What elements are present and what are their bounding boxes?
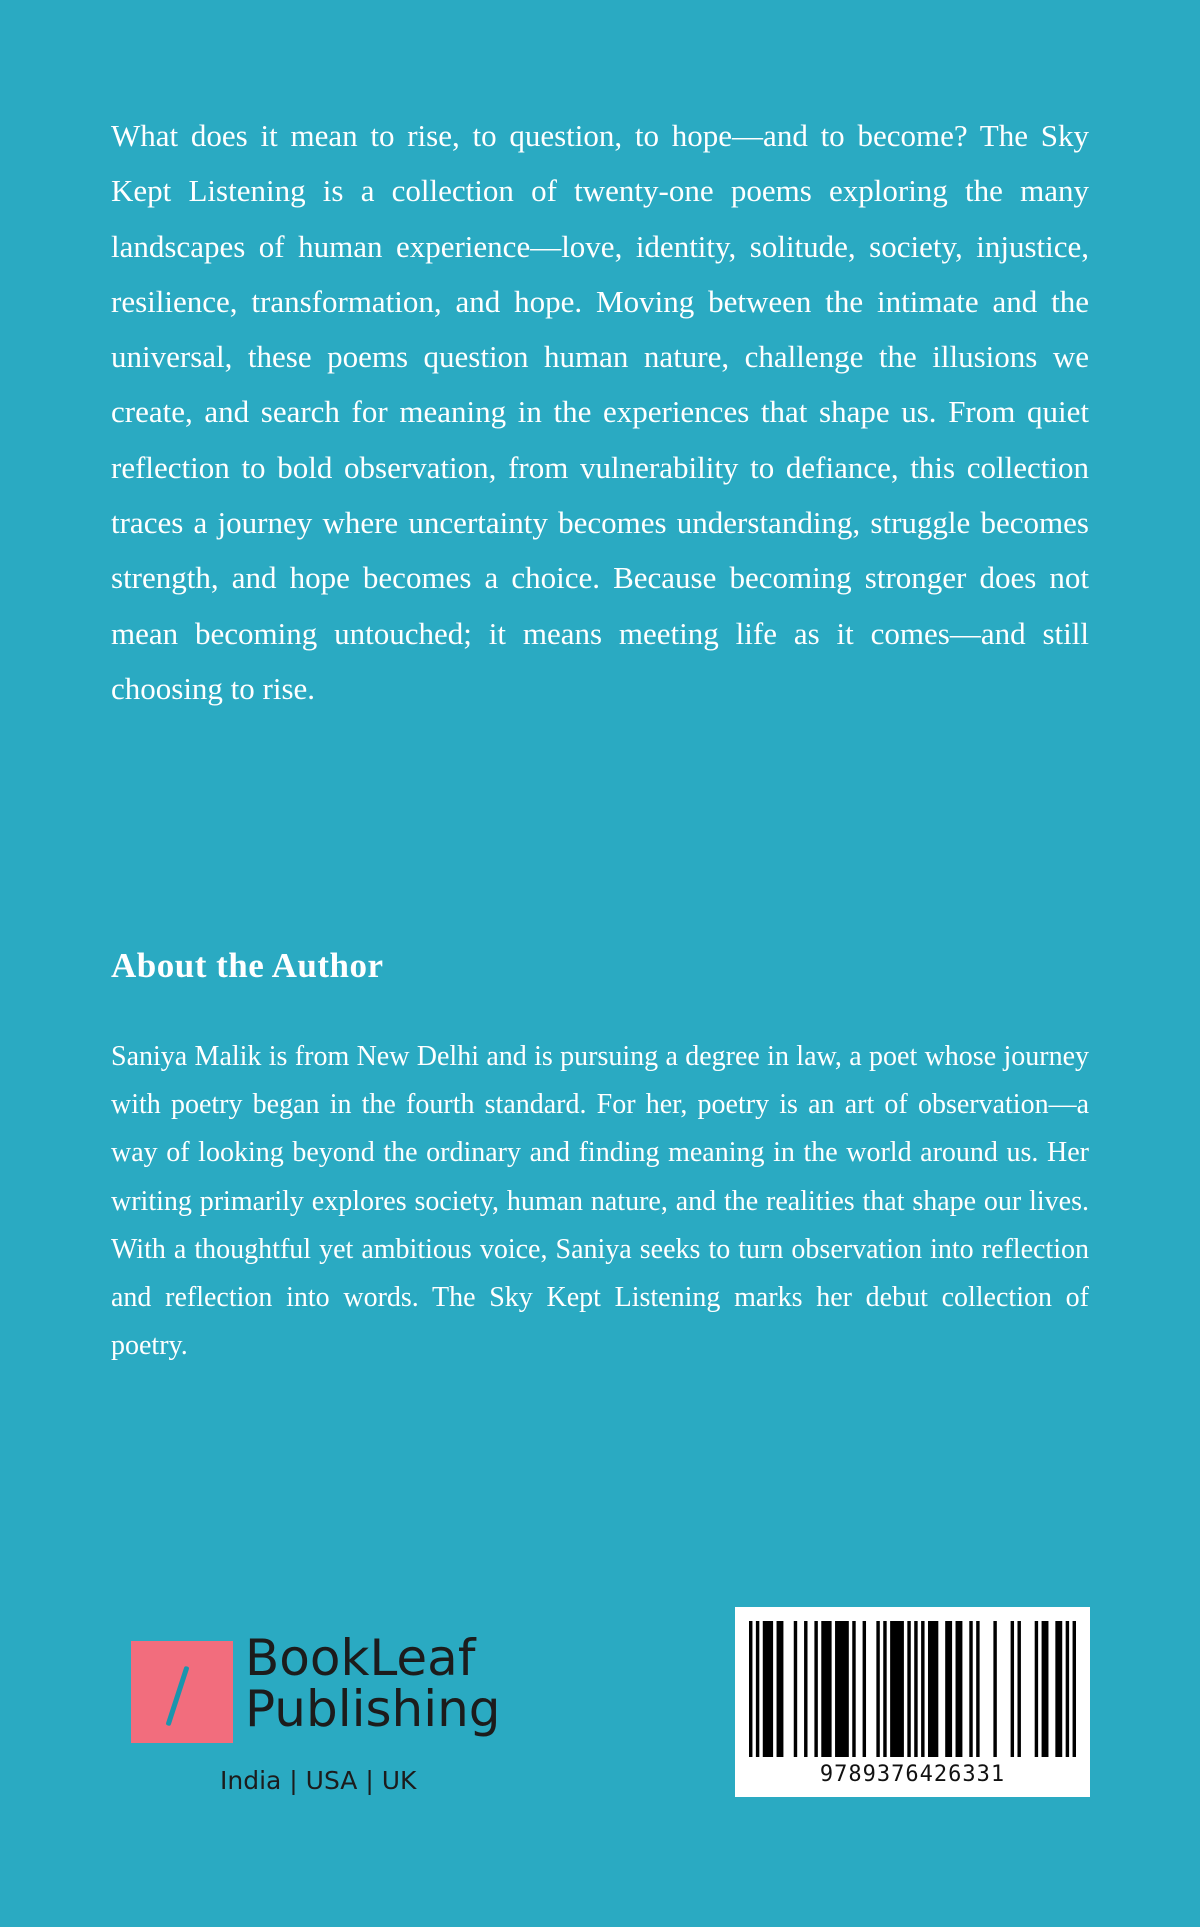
barcode-bar (749, 1621, 752, 1757)
barcode-bar (852, 1621, 855, 1757)
barcode-bar (1066, 1621, 1069, 1757)
barcode-bar (1035, 1621, 1038, 1757)
barcode-bar (921, 1621, 924, 1757)
barcode-bar (814, 1621, 817, 1757)
book-blurb: What does it mean to rise, to question, to hope—and to become? The Sky Kept Listening is a collection of twenty-one poems exploring the many landscapes of human experience—love, identity, solitude, society, injustice, resilience, transformation, and hope. Moving between the intimate and the universal, these poems question human nature, challenge the illusions we create, and search for meaning in the experiences that shape us. From quiet reflection to bold observation, from vulnerability to defiance, this collection traces a journey where uncertainty becomes understanding, struggle becomes strength, and hope becomes a choice. Because becoming stronger does not mean becoming untouched; it means meeting life as it comes—and still choosing to rise. (111, 118, 1089, 706)
barcode-bar (890, 1621, 904, 1757)
barcode-bar (945, 1621, 952, 1757)
logo-slash-mark (166, 1666, 190, 1727)
barcode-bars (749, 1621, 1076, 1757)
barcode-bar (928, 1621, 938, 1757)
barcode-bar (1042, 1621, 1049, 1757)
barcode-bar (756, 1621, 759, 1757)
publisher-name-line1: BookLeaf (245, 1629, 476, 1687)
publisher-logo (131, 1629, 511, 1796)
barcode-bar (993, 1621, 996, 1757)
barcode-bar (883, 1621, 886, 1757)
barcode-bar (763, 1621, 773, 1757)
barcode-bar (794, 1621, 797, 1757)
barcode-bar (777, 1621, 784, 1757)
publisher-regions: India | USA | UK (220, 1766, 417, 1795)
slash-logo-icon (131, 1641, 233, 1743)
barcode-bar (1073, 1621, 1076, 1757)
barcode-bar (835, 1621, 849, 1757)
barcode-bar (804, 1621, 807, 1757)
barcode-bar (821, 1621, 831, 1757)
barcode-bar (1055, 1621, 1062, 1757)
publisher-name-line2: Publishing (245, 1680, 501, 1738)
barcode-bar (956, 1621, 963, 1757)
about-author-text: Saniya Malik is from New Delhi and is pursuing a degree in law, a poet whose journey with poetry began in the fourth standard. For her, poetry is an art of observation—a way of looking beyond the ordinary and finding meaning in the world around us. Her writing primarily explores society, human nature, and the realities that shape our lives. With a thoughtful yet ambitious voice, Saniya seeks to turn observation into reflection and reflection into words. The Sky Kept Listening marks her debut collection of poetry. (111, 1041, 1089, 1362)
barcode-bar (863, 1621, 866, 1757)
barcode-bar (1011, 1621, 1014, 1757)
barcode-bar (907, 1621, 910, 1757)
isbn-number: 9789376426331 (819, 1762, 1006, 1787)
isbn-barcode (735, 1607, 1090, 1797)
about-author-heading: About the Author (111, 946, 384, 985)
barcode-bar (1017, 1621, 1020, 1757)
barcode-bar (914, 1621, 917, 1757)
barcode-bar (876, 1621, 879, 1757)
barcode-bar (969, 1621, 972, 1757)
barcode-bar (976, 1621, 979, 1757)
